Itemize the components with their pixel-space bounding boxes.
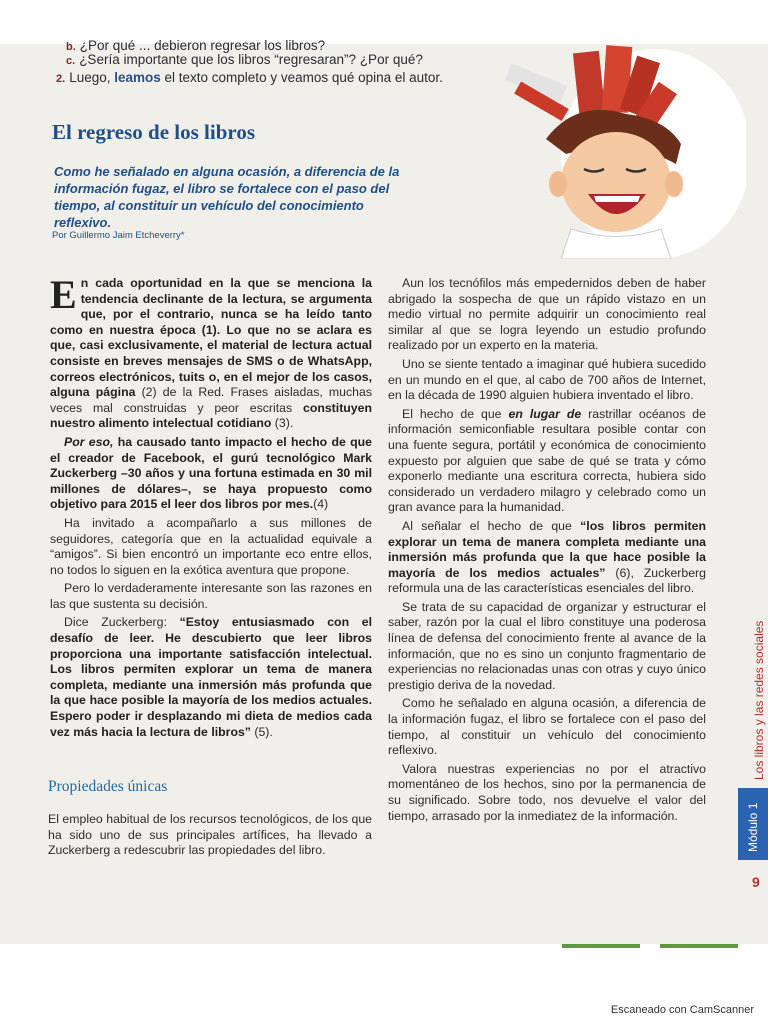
text-column-right [388, 276, 706, 827]
question-b: b. ¿Por qué ... debieron regresar los libros? [66, 38, 326, 53]
drop-cap: E [50, 272, 77, 317]
module-tab: Módulo 1 [738, 788, 768, 860]
paragraph: Por eso, ha causado tanto impacto el hecho de que el creador de Facebook, el gurú tecnológico Mark Zuckerberg –30 años y una fortuna estimada en 30 mil millones de dólares–, se haya propuesto como objetivo para 2015 el leer dos libros por mes.(4) [50, 434, 372, 512]
question-2: 2. Luego, leamos el texto completo y veamos qué opina el autor. [56, 70, 443, 85]
text-column-left [50, 272, 373, 743]
paragraph: Valora nuestras experiencias no por el atractivo momentáneo de los hechos, sino por la permanencia de su significado. Sobre todo, nos devuelve el valor del tiempo, arrasado por la inmediatez de la información. [388, 761, 706, 823]
paragraph: Se trata de su capacidad de organizar y estructurar el saber, razón por la cual el libro constituye una poderosa línea de defensa del conocimiento frente al avance de la información, que no es sino un conjunto fragmentario de experiencias no relacionadas unas con otras y cuyo único prestigio deriva de la novedad. [388, 599, 706, 692]
paragraph: Pero lo verdaderamente interesante son las razones en las que sustenta su decisión. [50, 581, 372, 611]
article-lead: Como he señalado en alguna ocasión, a diferencia de la información fugaz, el libro se fortalece con el paso del tiempo, al constituir un vehículo del conocimiento reflexivo. [54, 164, 400, 230]
section-heading: Propiedades únicas [48, 778, 168, 795]
paragraph: En cada oportunidad en la que se menciona la tendencia declinante de la lectura, se argumenta que, por el contrario, nunca se ha leído tanto como en nuestra época (1). Lo que no se aclara es que, casi exclusivamente, el material de lectura actual consiste en breves mensajes de SMS o de WhatsApp, correos electrónicos, tuits o, en el mejor de los casos, alguna página (2) de la Red. Frases aisladas, muchas veces mal construidas y peor escritas constituyen nuestro alimento intelectual cotidiano (3). [50, 272, 372, 431]
paragraph: Uno se siente tentado a imaginar qué hubiera sucedido en un mundo en el que, al cabo de 700 años de Internet, en la década de 1990 alguien hubiera inventado el libro. [388, 356, 706, 403]
article-title: El regreso de los libros [52, 120, 256, 144]
text-column-left-bottom [48, 812, 372, 862]
reader-illustration [476, 44, 746, 259]
paragraph: Dice Zuckerberg: “Estoy entusiasmado con el desafío de leer. He descubierto que leer libros proporciona una importante satisfacción intelectual. Los libros permiten explorar un tema de manera completa, mediante una inmersión más profunda que la que hace posible la mayoría de los medios actuales. Espero poder ir desplazando mi dieta de medios cada vez más hacia la lectura de libros” (5). [50, 615, 373, 739]
green-strip [562, 944, 640, 948]
paragraph: Ha invitado a acompañarlo a sus millones de seguidores, categoría que en la actualidad equivale a “amigos”. Si bien encontró un importante eco entre ellos, no todos lo siguen en la exótica aventura que propone. [50, 515, 372, 577]
paragraph: El hecho de que en lugar de rastrillar océanos de información semiconfiable resultara posible contar con una fuente segura, portátil y económica de conocimiento expuesto por alguien que sabe de qué se trata y cómo exponerlo mediante una escritura correcta, hubiera sido considerado un verdadero milagro y celebrado como un gran avance para la humanidad. [388, 406, 706, 515]
paragraph: Al señalar el hecho de que “los libros permiten explorar un tema de manera completa mediante una inmersión más profunda que la que hace posible la mayoría de los medios actuales” (6), Zuckerberg reformula una de las características esenciales del libro. [388, 518, 706, 596]
paragraph: El empleo habitual de los recursos tecnológicos, de los que ha sido uno de sus principales artífices, ha llevado a Zuckerberg a redescubrir las propiedades del libro. [48, 812, 372, 858]
sidebar-topic: Los libros y las redes sociales [752, 620, 766, 780]
green-strip [660, 944, 738, 948]
scanner-watermark: Escaneado con CamScanner [610, 1004, 754, 1016]
article-byline: Por Guillermo Jaim Etcheverry* [52, 230, 185, 241]
paragraph: Como he señalado en alguna ocasión, a diferencia de la información fugaz, el libro se fortalece con el paso del tiempo, al constituir un vehículo del conocimiento reflexivo. [388, 696, 706, 758]
question-c: c. ¿Sería importante que los libros “regresaran”? ¿Por qué? [66, 52, 423, 67]
page-number: 9 [752, 874, 760, 890]
paragraph: Aun los tecnófilos más empedernidos deben de haber abrigado la sospecha de que un rápido vistazo en un medio virtual no permite adquirir un conocimiento real similar al que se logra leyendo un estudio profundo realizado por un experto en la materia. [388, 276, 706, 353]
